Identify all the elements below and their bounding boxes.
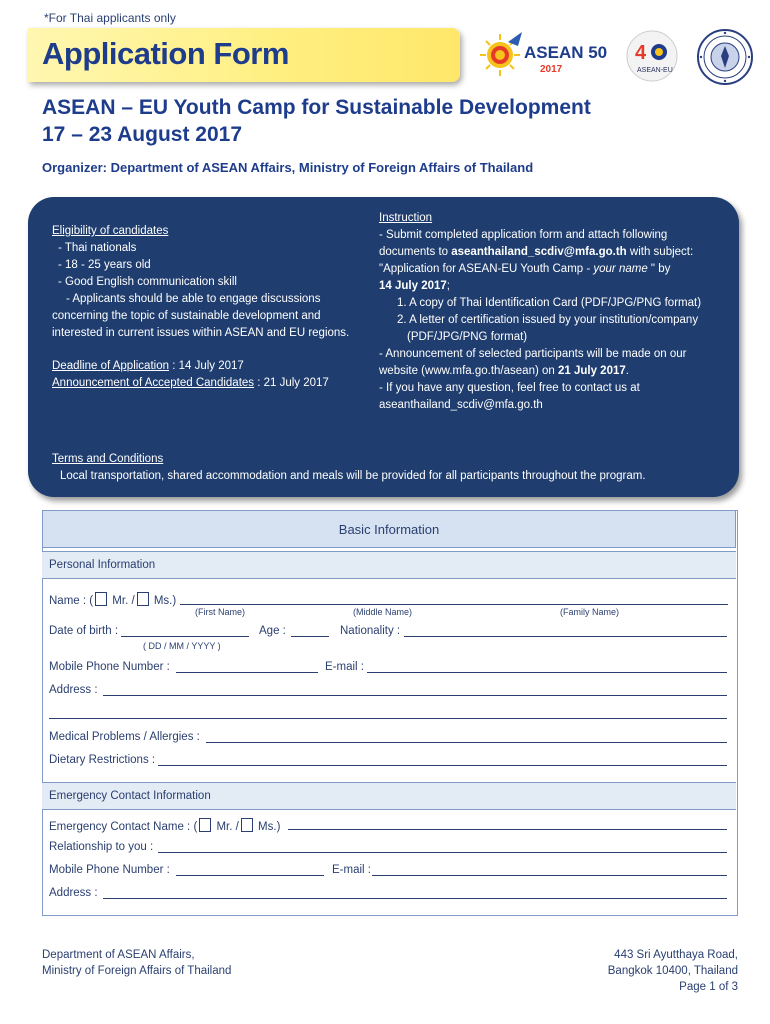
footer-dept: Department of ASEAN Affairs, bbox=[42, 949, 195, 961]
medical-label: Medical Problems / Allergies : bbox=[49, 731, 200, 743]
emergency-email-label: E-mail : bbox=[332, 864, 371, 876]
email-input-line[interactable] bbox=[367, 672, 727, 673]
basic-info-header: Basic Information bbox=[42, 510, 736, 548]
form-title: Application Form bbox=[42, 36, 289, 71]
event-dates: 17 – 23 August 2017 bbox=[42, 123, 242, 146]
first-name-caption: (First Name) bbox=[195, 607, 245, 617]
emergency-name-input-line[interactable] bbox=[288, 829, 727, 830]
eligibility-item: - 18 - 25 years old bbox=[58, 259, 151, 271]
instruction-line: aseanthailand_scdiv@mfa.go.th bbox=[379, 399, 543, 411]
email-label: E-mail : bbox=[325, 661, 364, 673]
svg-text:ASEAN 50: ASEAN 50 bbox=[524, 43, 608, 62]
asean50-logo bbox=[478, 28, 618, 82]
eligibility-item: concerning the topic of sustainable development and bbox=[52, 310, 321, 322]
age-label: Age : bbox=[259, 625, 286, 637]
eligibility-item: interested in current issues within ASEAN and EU regions. bbox=[52, 327, 350, 339]
svg-text:4: 4 bbox=[635, 42, 647, 64]
emergency-mr-checkbox[interactable] bbox=[199, 818, 211, 832]
dietary-label: Dietary Restrictions : bbox=[49, 754, 156, 766]
thai-applicants-note: *For Thai applicants only bbox=[44, 11, 176, 25]
instruction-line: 1. A copy of Thai Identification Card (PDF/JPG/PNG format) bbox=[397, 297, 702, 309]
family-name-caption: (Family Name) bbox=[560, 607, 620, 617]
instruction-line: documents to aseanthailand_scdiv@mfa.go.th with subject: bbox=[379, 246, 694, 258]
event-title: ASEAN – EU Youth Camp for Sustainable Development bbox=[42, 96, 591, 119]
medical-input-line[interactable] bbox=[206, 742, 727, 743]
instruction-line: (PDF/JPG/PNG format) bbox=[407, 331, 528, 343]
nationality-input-line[interactable] bbox=[404, 636, 727, 637]
svg-text:2017: 2017 bbox=[540, 64, 563, 75]
instruction-line: website (www.mfa.go.th/asean) on 21 July 2017. bbox=[379, 365, 629, 377]
ministry-seal-logo bbox=[696, 28, 754, 86]
footer-address-1: 443 Sri Ayutthaya Road, bbox=[614, 949, 738, 961]
instruction-line: - Submit completed application form and attach following bbox=[379, 229, 668, 241]
emergency-mobile-input-line[interactable] bbox=[176, 875, 324, 876]
eligibility-item: - Good English communication skill bbox=[58, 276, 237, 288]
address-input-line-2[interactable] bbox=[49, 718, 727, 719]
organizer: Organizer: Department of ASEAN Affairs, Ministry of Foreign Affairs of Thailand bbox=[42, 160, 534, 175]
mobile-label: Mobile Phone Number : bbox=[49, 661, 170, 673]
address-label: Address : bbox=[49, 684, 98, 696]
dob-input-line[interactable] bbox=[121, 636, 249, 637]
age-input-line[interactable] bbox=[291, 636, 329, 637]
mr-checkbox[interactable] bbox=[95, 592, 107, 606]
personal-info-header: Personal Information bbox=[42, 551, 736, 579]
relationship-label: Relationship to you : bbox=[49, 841, 154, 853]
dob-label: Date of birth : bbox=[49, 625, 119, 637]
emergency-address-input-line[interactable] bbox=[103, 898, 727, 899]
instruction-heading: Instruction bbox=[379, 212, 433, 224]
svg-text:ASEAN-EU: ASEAN-EU bbox=[637, 67, 673, 74]
footer-address-2: Bangkok 10400, Thailand bbox=[607, 965, 738, 977]
mobile-input-line[interactable] bbox=[176, 672, 318, 673]
info-panel bbox=[28, 197, 739, 497]
dob-format-caption: ( DD / MM / YYYY ) bbox=[143, 641, 221, 651]
asean-eu-40-logo bbox=[626, 30, 678, 82]
page-number: Page 1 of 3 bbox=[679, 981, 738, 993]
instruction-line: "Application for ASEAN-EU Youth Camp - your name " by bbox=[379, 263, 671, 275]
dietary-input-line[interactable] bbox=[158, 765, 727, 766]
instruction-line: 2. A letter of certification issued by your institution/company bbox=[397, 314, 699, 326]
deadline: Deadline of Application : 14 July 2017 bbox=[52, 360, 244, 372]
emergency-name-row: Emergency Contact Name : ( Mr. / Ms.) bbox=[49, 818, 280, 833]
nationality-label: Nationality : bbox=[340, 625, 401, 637]
eligibility-item: - Applicants should be able to engage discussions bbox=[66, 293, 321, 305]
emergency-ms-checkbox[interactable] bbox=[241, 818, 253, 832]
ms-checkbox[interactable] bbox=[137, 592, 149, 606]
emergency-address-label: Address : bbox=[49, 887, 98, 899]
emergency-info-header: Emergency Contact Information bbox=[42, 782, 736, 810]
emergency-mobile-label: Mobile Phone Number : bbox=[49, 864, 170, 876]
instruction-line: - Announcement of selected participants will be made on our bbox=[379, 348, 687, 360]
terms-heading: Terms and Conditions bbox=[52, 453, 164, 465]
announcement-date: Announcement of Accepted Candidates : 21 July 2017 bbox=[52, 377, 329, 389]
instruction-line: - If you have any question, feel free to contact us at bbox=[379, 382, 640, 394]
eligibility-item: - Thai nationals bbox=[58, 242, 137, 254]
footer-ministry: Ministry of Foreign Affairs of Thailand bbox=[42, 965, 232, 977]
address-input-line[interactable] bbox=[103, 695, 727, 696]
eligibility-heading: Eligibility of candidates bbox=[52, 225, 169, 237]
terms-text: Local transportation, shared accommodation and meals will be provided for all participants throughout the program. bbox=[60, 470, 646, 482]
name-input-line[interactable] bbox=[180, 604, 728, 605]
name-row: Name : ( Mr. / Ms.) bbox=[49, 592, 176, 607]
middle-name-caption: (Middle Name) bbox=[353, 607, 413, 617]
emergency-email-input-line[interactable] bbox=[372, 875, 727, 876]
instruction-line: 14 July 2017; bbox=[379, 280, 450, 292]
relationship-input-line[interactable] bbox=[158, 852, 727, 853]
